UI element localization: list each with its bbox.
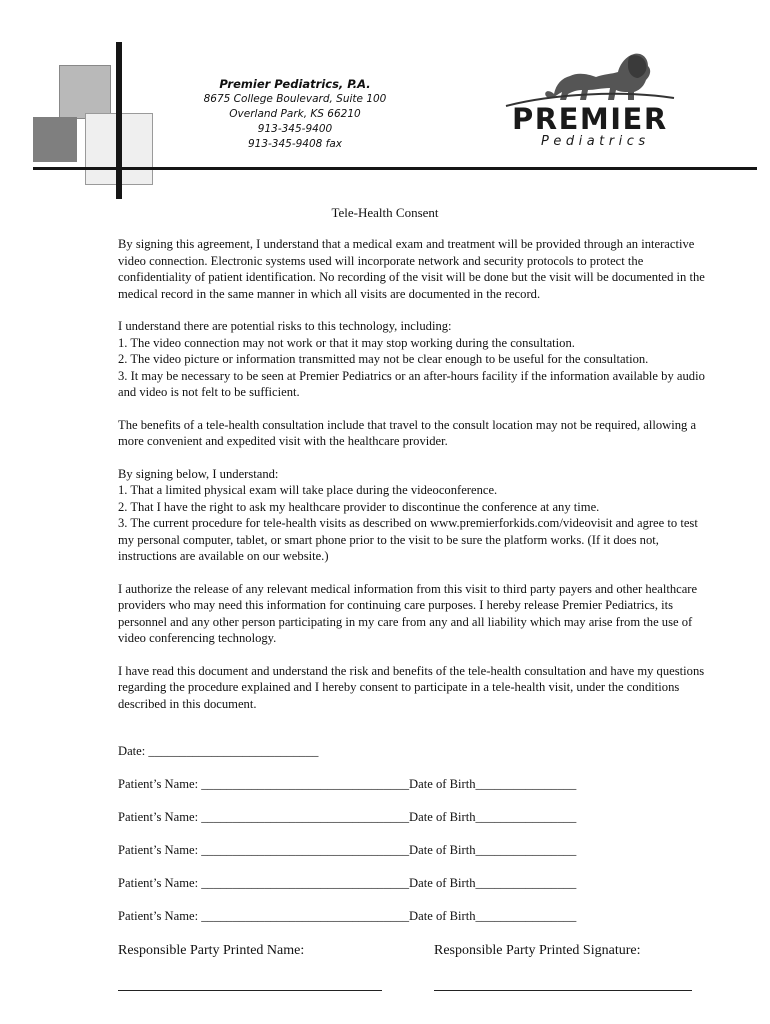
decorative-square-dark	[33, 117, 77, 162]
responsible-name-line[interactable]	[118, 990, 382, 991]
practice-name: Premier Pediatrics, P.A.	[219, 77, 371, 91]
understanding-item-3: 3. The current procedure for tele-health visits as described on www.premierforkids.com/videovisit and agree to test my personal computer, tablet, or smart phone prior to the visit to be sure the platform works. (If it does not, instructions are available on our website.)	[118, 516, 698, 563]
risks-intro: I understand there are potential risks to this technology, including:	[118, 319, 452, 333]
agreement-paragraph: By signing this agreement, I understand that a medical exam and treatment will be provided through an interactive video connection. Electronic systems used will incorporate network and security protocols to protect the confidentiality of patient identification. No recording of the visit will be done but the visit will be documented in the medical record in the same manner in which all visits are documented in the record.	[118, 237, 705, 301]
understanding-intro: By signing below, I understand:	[118, 466, 279, 481]
responsible-name-label: Responsible Party Printed Name:	[118, 943, 305, 958]
document-title: Tele-Health Consent	[331, 205, 439, 220]
address-line-1: 8675 College Boulevard, Suite 100	[203, 93, 387, 105]
letterhead-horizontal-rule	[33, 167, 757, 170]
letterhead-vertical-rule	[116, 42, 122, 199]
risk-item-3: 3. It may be necessary to be seen at Premier Pediatrics or an after-hours facility if the information available by audio and video is not felt to be sufficient.	[118, 368, 705, 399]
benefits-paragraph: The benefits of a tele-health consultation include that travel to the consult location may not be required, allowing a more convenient and expedited visit with the healthcare provider.	[118, 417, 697, 448]
understanding-item-2: 2. That I have the right to ask my healthcare provider to discontinue the conference at any time.	[118, 499, 600, 514]
risks-section	[118, 318, 710, 401]
risk-item-1: 1. The video connection may not work or that it may stop working during the consultation.	[118, 335, 575, 350]
patient-row-3[interactable]: Patient’s Name: _________________________________Date of Birth________________	[118, 843, 577, 857]
responsible-signature-line[interactable]	[434, 990, 692, 991]
practice-address-block	[195, 77, 395, 152]
address-line-2: Overland Park, KS 66210	[229, 108, 361, 120]
patient-row-5[interactable]: Patient’s Name: _________________________________Date of Birth________________	[118, 909, 577, 923]
acknowledgement-paragraph: I have read this document and understand the risk and benefits of the tele-health consultation and have my questions regarding the procedure explained and I hereby consent to participate in a tele-health visit, under the conditions described in this document.	[118, 663, 705, 711]
patient-row-4[interactable]: Patient’s Name: _________________________________Date of Birth________________	[118, 876, 577, 890]
fax-number: 913-345-9408 fax	[247, 138, 343, 150]
date-field[interactable]: Date: ___________________________	[118, 744, 319, 758]
patient-row-2[interactable]: Patient’s Name: _________________________________Date of Birth________________	[118, 810, 577, 824]
patient-row-1[interactable]: Patient’s Name: _________________________________Date of Birth________________	[118, 777, 577, 791]
understanding-item-1: 1. That a limited physical exam will take place during the videoconference.	[118, 483, 498, 497]
logo-subtitle: Pediatrics	[541, 134, 650, 149]
understanding-section	[118, 466, 710, 565]
phone-number: 913-345-9400	[257, 123, 333, 135]
authorization-paragraph: I authorize the release of any relevant medical information from this visit to third party payers and other healthcare providers who may need this information for continuing care purposes. I hereby release Premier Pediatrics, its personnel and any other person participating in my care from any and all liability which may arise from the use of video conferencing technology.	[118, 581, 698, 645]
consent-body	[118, 236, 710, 728]
responsible-signature-label: Responsible Party Printed Signature:	[434, 943, 641, 958]
decorative-square-light	[59, 65, 111, 119]
logo-wordmark: PREMIER	[512, 102, 668, 136]
risk-item-2: 2. The video picture or information transmitted may not be clear enough to be useful for the consultation.	[118, 352, 649, 366]
